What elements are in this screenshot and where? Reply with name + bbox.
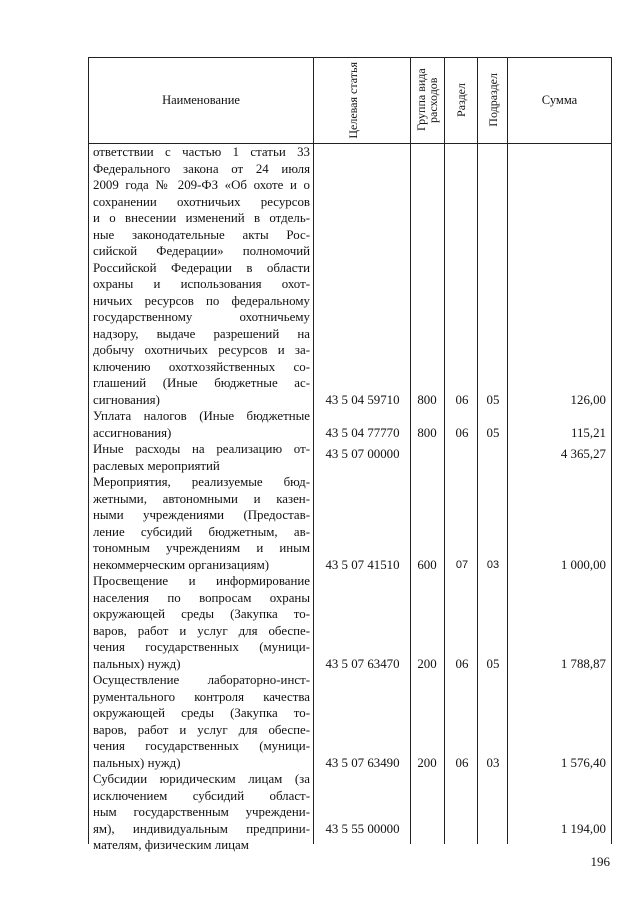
- col-divider-subsection: [477, 57, 478, 844]
- name-line: окружающей среды (Закупка то-: [93, 607, 310, 621]
- sum-value: 1 788,87: [560, 656, 606, 671]
- name-line: Федерального закона от 24 июля: [93, 161, 310, 176]
- table-row-name: [93, 144, 310, 408]
- name-line: и о внесении изменений в отдель-: [93, 211, 310, 225]
- subsection-code: 05: [486, 392, 500, 407]
- target-article-code: 43 5 07 00000: [325, 447, 400, 461]
- section-code: 06: [455, 425, 469, 440]
- col-divider-group: [410, 57, 411, 844]
- name-line: государственному охотничьему: [93, 310, 310, 324]
- name-line: Уплата налогов (Иные бюджетные: [93, 409, 310, 423]
- name-line: исключением субсидий област-: [93, 788, 310, 803]
- subsection-code: 03: [486, 558, 500, 571]
- table-row-name: [93, 441, 310, 474]
- expense-group-code: 200: [417, 656, 437, 671]
- name-line: сийской Федерации» полномочий: [93, 244, 310, 258]
- name-line: Российской Федерации в области: [93, 260, 310, 275]
- name-line: пальных) нужд): [93, 656, 181, 671]
- subsection-code: 03: [486, 755, 500, 770]
- name-line: сигнования): [93, 392, 160, 407]
- col-divider-code: [313, 57, 314, 844]
- name-line: Иные расходы на реализацию от-: [93, 442, 310, 456]
- target-article-code: 43 5 04 77770: [325, 425, 400, 440]
- header-section-text: Раздел: [454, 83, 468, 117]
- header-section: [445, 57, 477, 143]
- header-target-article-text: Целевая статья: [346, 61, 360, 139]
- name-line: чения государственных (муници-: [93, 739, 310, 753]
- name-line: глашений (Иные бюджетные ас-: [93, 376, 310, 390]
- header-name-text: Наименование: [162, 92, 240, 107]
- sum-value: 1 000,00: [560, 557, 606, 572]
- name-line: рументального контроля качества: [93, 689, 310, 704]
- expense-group-code: 800: [417, 392, 437, 407]
- name-line: некоммерческим организациям): [93, 557, 270, 572]
- name-line: Осуществление лабораторно-инст-: [93, 673, 310, 687]
- page-number: 196: [590, 854, 610, 869]
- name-line: чения государственных (муници-: [93, 640, 310, 654]
- sum-value: 1 576,40: [560, 755, 606, 770]
- name-line: варов, работ и услуг для обеспе-: [93, 623, 310, 638]
- sum-value: 126,00: [570, 392, 606, 407]
- col-divider-section: [444, 57, 445, 844]
- header-sum-text: Сумма: [541, 92, 578, 107]
- section-code: 06: [455, 656, 469, 671]
- subsection-code: 05: [486, 425, 500, 440]
- section-code: 06: [455, 755, 469, 770]
- name-line: Субсидии юридическим лицам (за: [93, 772, 310, 786]
- section-code: 06: [455, 392, 469, 407]
- target-article-code: 43 5 07 63490: [325, 755, 400, 770]
- sum-value: 4 365,27: [560, 447, 606, 461]
- table-right-border: [611, 57, 612, 844]
- header-expense-group: [411, 57, 444, 143]
- expense-group-code: 800: [417, 425, 437, 440]
- name-line: ничьих ресурсов по федеральному: [93, 293, 310, 308]
- name-line: ответствии с частью 1 статьи 33: [93, 145, 310, 159]
- name-line: добычу охотничьих ресурсов и за-: [93, 343, 310, 357]
- section-code: 07: [455, 558, 469, 571]
- target-article-code: 43 5 04 59710: [325, 392, 400, 407]
- name-line: варов, работ и услуг для обеспе-: [93, 722, 310, 737]
- table-left-border: [88, 57, 89, 844]
- name-line: 2009 года № 209-ФЗ «Об охоте и о: [93, 178, 310, 192]
- name-line: ными учреждениями (Предостав-: [93, 508, 310, 522]
- name-line: сохранении охотничьих ресурсов: [93, 194, 310, 209]
- table-row-name: [93, 408, 310, 441]
- name-line: Просвещение и информирование: [93, 574, 310, 588]
- table-row-name: [93, 573, 310, 672]
- table-row-name: [93, 474, 310, 573]
- name-line: пальных) нужд): [93, 755, 181, 770]
- sum-value: 115,21: [571, 425, 606, 440]
- name-line: ным государственным учреждени-: [93, 805, 310, 819]
- name-line: Мероприятия, реализуемые бюд-: [93, 475, 310, 489]
- name-line: населения по вопросам охраны: [93, 590, 310, 605]
- name-line: ключению охотхозяйственных со-: [93, 359, 310, 374]
- name-line: надзору, выдаче разрешений на: [93, 326, 310, 341]
- name-line: охраны и использования охот-: [93, 277, 310, 291]
- header-sum: [508, 57, 611, 143]
- name-line: раслевых мероприятий: [93, 458, 220, 473]
- target-article-code: 43 5 07 41510: [325, 557, 400, 572]
- table-row-name: [93, 771, 310, 854]
- header-name: [89, 57, 313, 143]
- expense-group-code: 200: [417, 755, 437, 770]
- name-line: тономным учреждениям и иным: [93, 541, 310, 555]
- subsection-code: 05: [486, 656, 500, 671]
- target-article-code: 43 5 07 63470: [325, 656, 400, 671]
- name-line: ассигнования): [93, 425, 172, 440]
- header-expense-group-text: Группа вида расходов: [413, 68, 440, 132]
- header-subsection: [478, 57, 507, 143]
- col-divider-sum: [507, 57, 508, 844]
- sum-value: 1 194,00: [560, 821, 606, 836]
- table-row-name: [93, 672, 310, 771]
- expense-group-code: 600: [417, 557, 437, 572]
- name-line: жетными, автономными и казен-: [93, 491, 310, 506]
- header-target-article: [314, 57, 410, 143]
- name-line: ление субсидий бюджетным, ав-: [93, 524, 310, 539]
- target-article-code: 43 5 55 00000: [325, 821, 400, 836]
- header-subsection-text: Подраздел: [485, 73, 500, 127]
- name-line: ям), индивидуальным предприни-: [93, 821, 310, 836]
- name-line: ные законодательные акты Рос-: [93, 227, 310, 242]
- name-line: мателям, физическим лицам: [93, 838, 249, 852]
- name-line: окружающей среды (Закупка то-: [93, 706, 310, 720]
